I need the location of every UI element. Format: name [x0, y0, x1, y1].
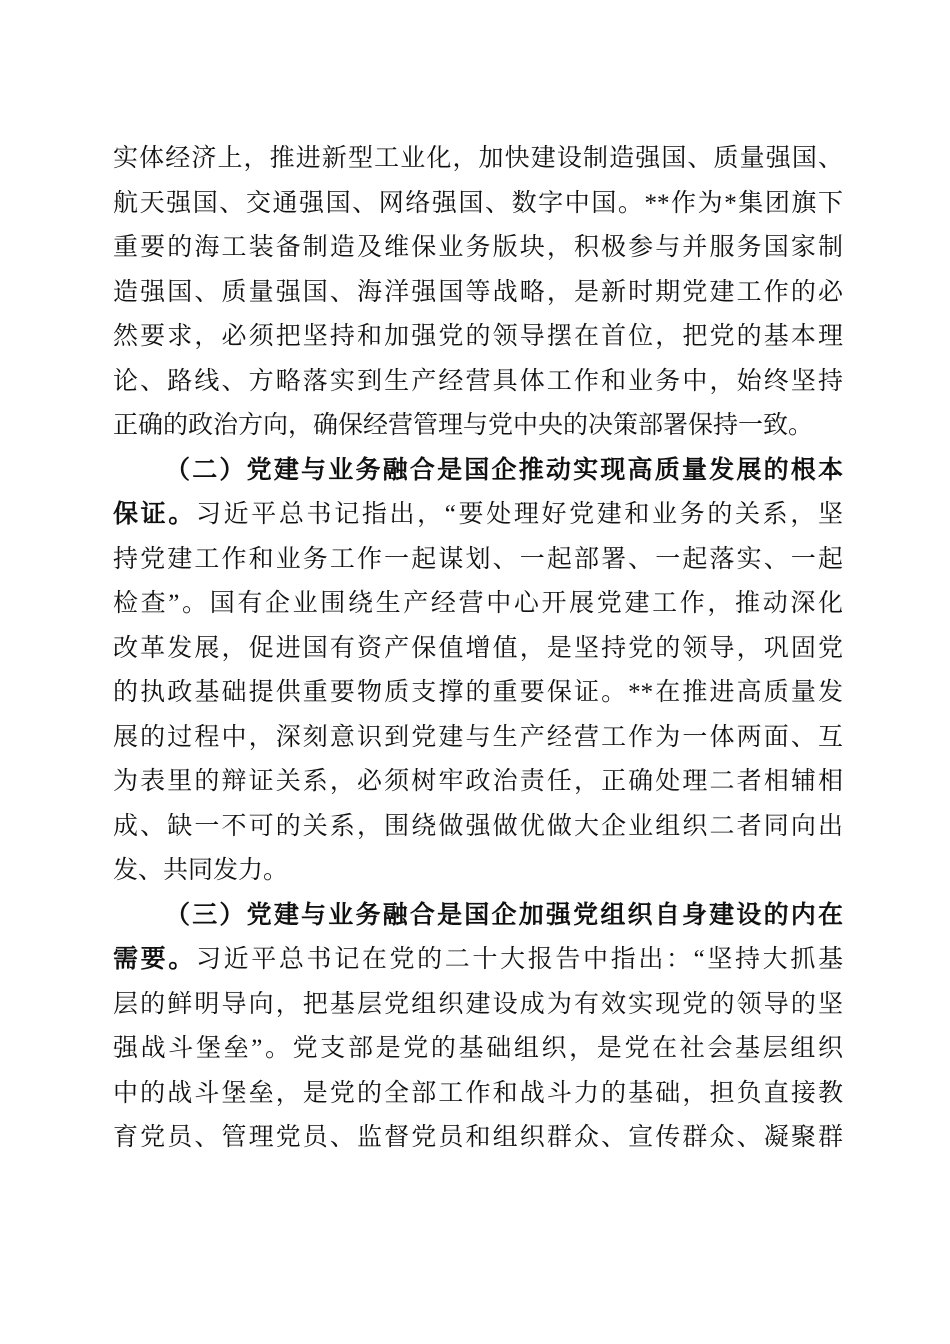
body-text-segment: 航天强国、交通强国、网络强国、数字中国。**作为*集团旗下 [113, 189, 843, 217]
text-line [113, 894, 843, 939]
body-text-segment: 的执政基础提供重要物质支撑的重要保证。**在推进高质量发 [113, 679, 843, 706]
text-line [113, 315, 843, 360]
text-line [113, 449, 843, 494]
text-line [113, 760, 843, 805]
text-line [113, 538, 843, 583]
body-text-segment: 实体经济上，推进新型工业化，加快建设制造强国、质量强国、 [113, 145, 843, 172]
bold-text-segment: 保证。 [113, 501, 196, 528]
body-text-segment: 然要求，必须把坚持和加强党的领导摆在首位，把党的基本理 [113, 323, 843, 350]
body-text-segment: 习近平总书记在党的二十大报告中指出：“坚持大抓基 [195, 946, 843, 973]
body-text-segment: 习近平总书记指出，“要处理好党建和业务的关系，坚 [195, 501, 843, 528]
text-line [113, 849, 843, 894]
body-text-segment: 成、缺一不可的关系，围绕做强做优做大企业组织二者同向出 [113, 812, 843, 840]
bold-text-segment: （二）党建与业务融合是国企推动实现高质量发展的根本 [165, 456, 843, 484]
text-line [113, 182, 843, 227]
body-text-segment: 造强国、质量强国、海洋强国等战略，是新时期党建工作的必 [113, 278, 843, 306]
body-text-segment: 为表里的辩证关系，必须树牢政治责任，正确处理二者相辅相 [113, 768, 843, 795]
text-line [113, 271, 843, 316]
body-text-segment: 检查”。国有企业围绕生产经营中心开展党建工作，推动深化 [113, 590, 843, 617]
text-line [113, 582, 843, 627]
text-line [113, 493, 843, 538]
body-text-segment: 育党员、管理党员、监督党员和组织群众、宣传群众、凝聚群 [113, 1124, 843, 1151]
body-text-segment: 改革发展，促进国有资产保值增值，是坚持党的领导，巩固党 [113, 634, 843, 662]
paragraph-1-continuation [113, 137, 843, 449]
text-line [113, 805, 843, 850]
text-line [113, 1116, 843, 1161]
text-line [113, 226, 843, 271]
body-text-segment: 重要的海工装备制造及维保业务版块，积极参与并服务国家制 [113, 234, 843, 261]
text-line [113, 627, 843, 672]
text-line [113, 983, 843, 1028]
body-text-segment: 中的战斗堡垒，是党的全部工作和战斗力的基础，担负直接教 [113, 1079, 843, 1107]
body-text-segment: 强战斗堡垒”。党支部是党的基础组织，是党在社会基层组织 [113, 1035, 843, 1062]
text-line [113, 137, 843, 182]
body-text-segment: 发、共同发力。 [113, 857, 289, 884]
paragraph-2 [113, 449, 843, 894]
paragraph-3 [113, 894, 843, 1161]
text-line [113, 404, 843, 449]
body-text-segment: 正确的政治方向，确保经营管理与党中央的决策部署保持一致。 [113, 412, 814, 439]
body-text-segment: 展的过程中，深刻意识到党建与生产经营工作为一体两面、互 [113, 723, 843, 751]
text-line [113, 1072, 843, 1117]
bold-text-segment: 需要。 [113, 946, 196, 973]
document-body [113, 137, 843, 1161]
text-line [113, 671, 843, 716]
body-text-segment: 论、路线、方略落实到生产经营具体工作和业务中，始终坚持 [113, 367, 843, 395]
text-line [113, 716, 843, 761]
text-line [113, 360, 843, 405]
bold-text-segment: （三）党建与业务融合是国企加强党组织自身建设的内在 [165, 901, 843, 929]
text-line [113, 938, 843, 983]
body-text-segment: 持党建工作和业务工作一起谋划、一起部署、一起落实、一起 [113, 545, 843, 573]
text-line [113, 1027, 843, 1072]
body-text-segment: 层的鲜明导向，把基层党组织建设成为有效实现党的领导的坚 [113, 990, 843, 1018]
